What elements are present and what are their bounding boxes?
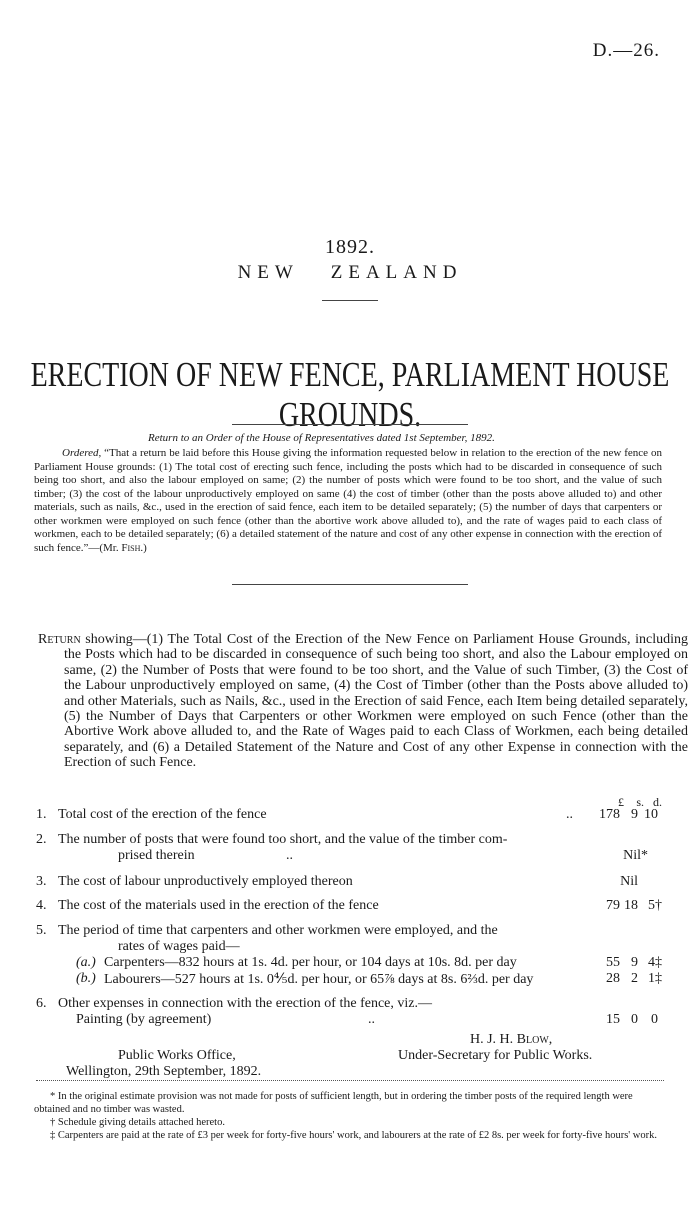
item-dots: .. [286,848,293,863]
page-reference: D.—26. [592,40,660,61]
item-dots: .. [566,807,573,822]
item-dots: .. [368,1012,375,1027]
order-heading: Return to an Order of the House of Representatives dated 1st September, 1892. [148,432,495,444]
item-pounds: 28 [606,971,620,986]
item-number: 4. [36,898,47,913]
return-label: Return [38,632,81,647]
document-title: ERECTION OF NEW FENCE, PARLIAMENT HOUSE GROUNDS. [30,356,670,435]
item-pounds: 178 [599,807,620,822]
item-pounds: 15 [606,1012,620,1027]
item-shillings: 2 [631,971,638,986]
item-text: Other expenses in connection with the erection of the fence, viz.— [58,996,432,1011]
item-text-continued: prised therein [118,848,195,863]
year-heading: 1892. [325,236,375,258]
item-value: Nil* [623,848,648,863]
item-shillings: 18 [624,898,638,913]
order-mover: Fish [121,541,141,554]
item-shillings: 9 [631,955,638,970]
item-number: 2. [36,832,47,847]
item-shillings: 0 [631,1012,638,1027]
item-number: 1. [36,807,47,822]
item-text: The cost of the materials used in the erection of the fence [58,898,379,913]
item-text: The period of time that carpenters and other workmen were employed, and the [58,923,498,938]
item-pence: 1‡ [648,971,662,986]
item-number: 6. [36,996,47,1011]
item-pounds: 79 [606,898,620,913]
item-number: 5. [36,923,47,938]
item-sub-label: (b.) [76,971,96,986]
divider-top [232,424,468,425]
item-text: Total cost of the erection of the fence [58,807,267,822]
item-text-continued: rates of wages paid— [118,939,240,954]
return-paragraph [38,632,688,771]
order-close: .) [140,541,147,554]
item-pence: 4‡ [648,955,662,970]
signature-name: H. J. H. Blow, [470,1032,553,1047]
order-paragraph [34,447,662,555]
signature-place-date: Wellington, 29th September, 1892. [66,1064,262,1079]
item-text-continued: Painting (by agreement) [76,1012,212,1027]
item-text: Carpenters—832 hours at 1s. 4d. per hour, or 104 days at 10s. 8d. per day [104,955,517,970]
divider-bottom [232,584,468,585]
short-rule [322,300,378,301]
item-pence: 5† [648,898,662,913]
return-text: showing—(1) The Total Cost of the Erection of the New Fence on Parliament House Grounds, including the Posts which had to be discarded in consequence of such being too short, and also the Labour employed on same, (2) the Number of Posts that were found to be too short, and the Value of such Timber, (3) the Cost of the Labour unproductively employed on same, (4) the Cost of Timber (other than the Posts above alluded to) and other Materials, such as Nails, &c., used in the Erection of said Fence, each Item being detailed separately, (5) the Number of Days that Carpenters or other Workmen were employed on such Fence (other than the Abortive Work above alluded to, and the Rate of Wages paid to each Class of Workmen, each being detailed separately, and (6) a Detailed Statement of the Nature and Cost of any other Expense in connection with the Erection of such Fence. [64,632,688,771]
item-sub-label: (a.) [76,955,96,970]
item-text: The number of posts that were found too short, and the value of the timber com- [58,832,508,847]
footnote: † Schedule giving details attached hereto. [50,1117,225,1128]
pence-header: d. [653,795,662,809]
footnotes [34,1090,664,1142]
item-pence: 0 [651,1012,658,1027]
item-pence: 10 [644,807,658,822]
item-text: The cost of labour unproductively employed thereon [58,874,353,889]
ordered-label: Ordered, [62,447,102,459]
footnote: * In the original estimate provision was not made for posts of sufficient length, but in ordering the timber posts of the required length were obtained and no timber was wasted. [34,1091,633,1115]
footnote: ‡ Carpenters are paid at the rate of £3 per week for forty-five hours' work, and labourers at the rate of £2 8s. per week for forty-five hours' work. [50,1130,658,1141]
country-heading: NEW ZEALAND [237,262,463,283]
item-text: Labourers—527 hours at 1s. 0⅘d. per hour, or 65⅞ days at 8s. 6⅔d. per day [104,972,534,987]
signature-office: Public Works Office, [118,1048,236,1063]
pounds-header: £ [618,795,624,809]
order-text: “That a return be laid before this House giving the information requested below in relation to the erection of the new fence on Parliament House grounds: (1) The total cost of erecting such fence, including the posts which had to be discarded in consequence of such being too short, and also the labour employed on same; (2) the number of posts which were found to be too short, and the value of such timber; (3) the cost of the labour unproductively employed on same (4) the cost of timber (other than the posts above alluded to) and other materials, such as nails, &c., used in the erection of said fence, each item to be detailed separately; (5) the number of days that carpenters or other workmen were employed on such fence (other than the abortive work above alluded to), and the rate of wages paid to each class of workmen, each to be detailed separately; (6) a detailed statement of the nature and cost of any other expense in connection with the erection of such fence.”—(Mr. [34,447,662,554]
item-value: Nil [620,874,638,889]
footnote-rule [36,1080,664,1081]
shillings-header: s. [636,795,644,809]
item-number: 3. [36,874,47,889]
signature-role: Under-Secretary for Public Works. [398,1048,593,1063]
item-pounds: 55 [606,955,620,970]
item-shillings: 9 [631,807,638,822]
